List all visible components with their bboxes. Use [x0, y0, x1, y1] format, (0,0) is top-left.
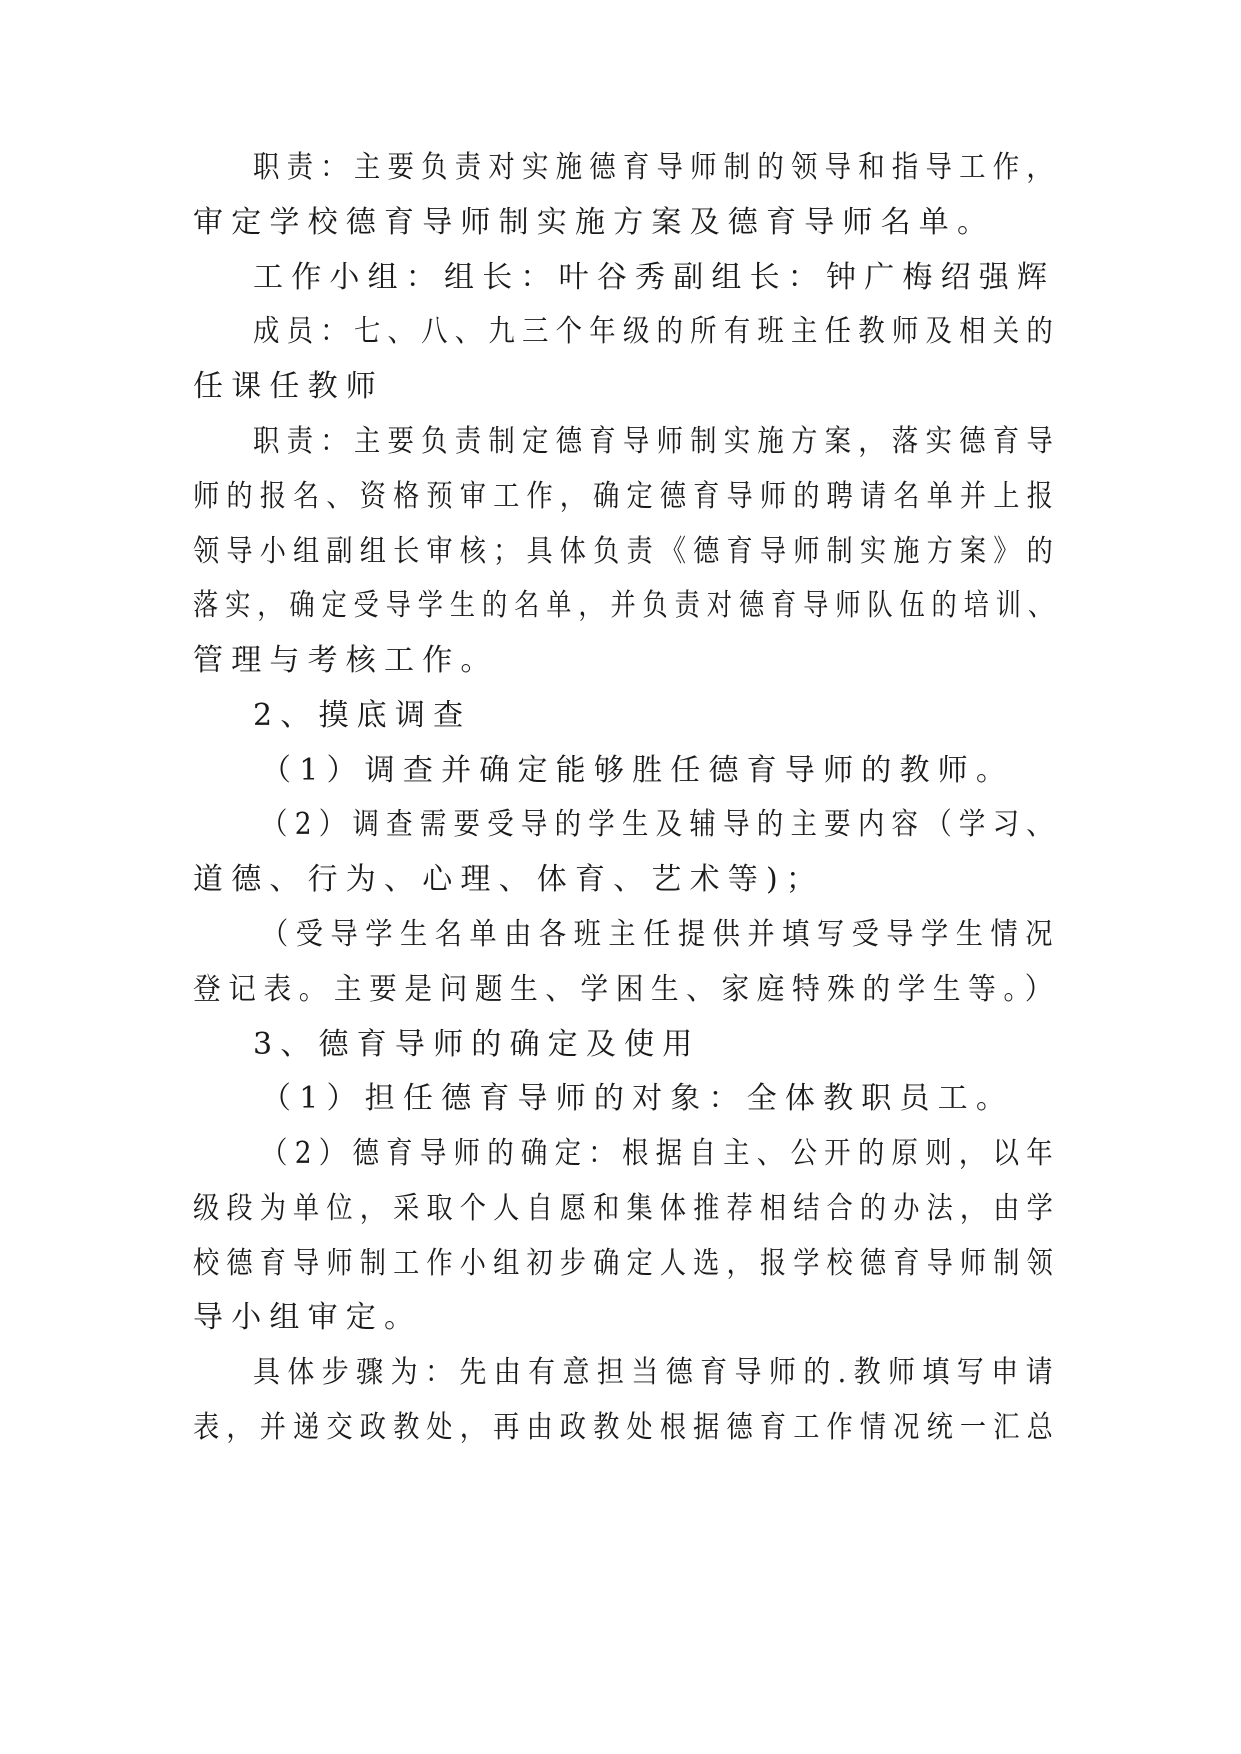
- text-line-21: 校德育导师制工作小组初步确定人选，报学校德育导师制领: [193, 1246, 1060, 1281]
- text-line-5: 任课任教师: [193, 369, 384, 404]
- text-line-8: 领导小组副组长审核；具体负责《德育导师制实施方案》的: [193, 534, 1060, 569]
- text-line-1: 职责：主要负责对实施德育导师制的领导和指导工作，: [253, 150, 1060, 185]
- section-heading-3: 3、德育导师的确定及使用: [253, 1027, 701, 1062]
- text-line-13: （2）调查需要受导的学生及辅导的主要内容（学习、: [261, 807, 1060, 842]
- text-line-7: 师的报名、资格预审工作，确定德育导师的聘请名单并上报: [193, 479, 1060, 514]
- text-line-24: 表，并递交政教处，再由政教处根据德育工作情况统一汇总: [193, 1410, 1060, 1445]
- text-line-9: 落实，确定受导学生的名单，并负责对德育导师队伍的培训、: [193, 588, 1061, 623]
- text-line-10: 管理与考核工作。: [193, 643, 499, 678]
- text-line-4: 成员：七、八、九三个年级的所有班主任教师及相关的: [253, 314, 1060, 349]
- text-line-15: （受导学生名单由各班主任提供并填写受导学生情况: [261, 917, 1061, 952]
- text-line-20: 级段为单位，采取个人自愿和集体推荐相结合的办法，由学: [193, 1191, 1060, 1226]
- text-line-14: 道德、行为、心理、体育、艺术等)；: [193, 862, 825, 897]
- text-line-2: 审定学校德育导师制实施方案及德育导师名单。: [193, 205, 996, 240]
- text-line-3: 工作小组：组长：叶谷秀副组长：钟广梅绍强辉: [253, 260, 1056, 295]
- text-line-23: 具体步骤为：先由有意担当德育导师的.教师填写申请: [253, 1355, 1060, 1390]
- text-line-22: 导小组审定。: [193, 1300, 423, 1335]
- text-line-6: 职责：主要负责制定德育导师制实施方案，落实德育导: [253, 424, 1060, 459]
- section-heading-2: 2、摸底调查: [253, 698, 472, 733]
- text-line-12: （1）调查并确定能够胜任德育导师的教师。: [261, 753, 1015, 788]
- text-line-16: 登记表。主要是问题生、学困生、家庭特殊的学生等。）: [193, 972, 1060, 1007]
- text-line-19: （2）德育导师的确定：根据自主、公开的原则，以年: [261, 1136, 1060, 1171]
- text-line-18: （1）担任德育导师的对象：全体教职员工。: [261, 1081, 1015, 1116]
